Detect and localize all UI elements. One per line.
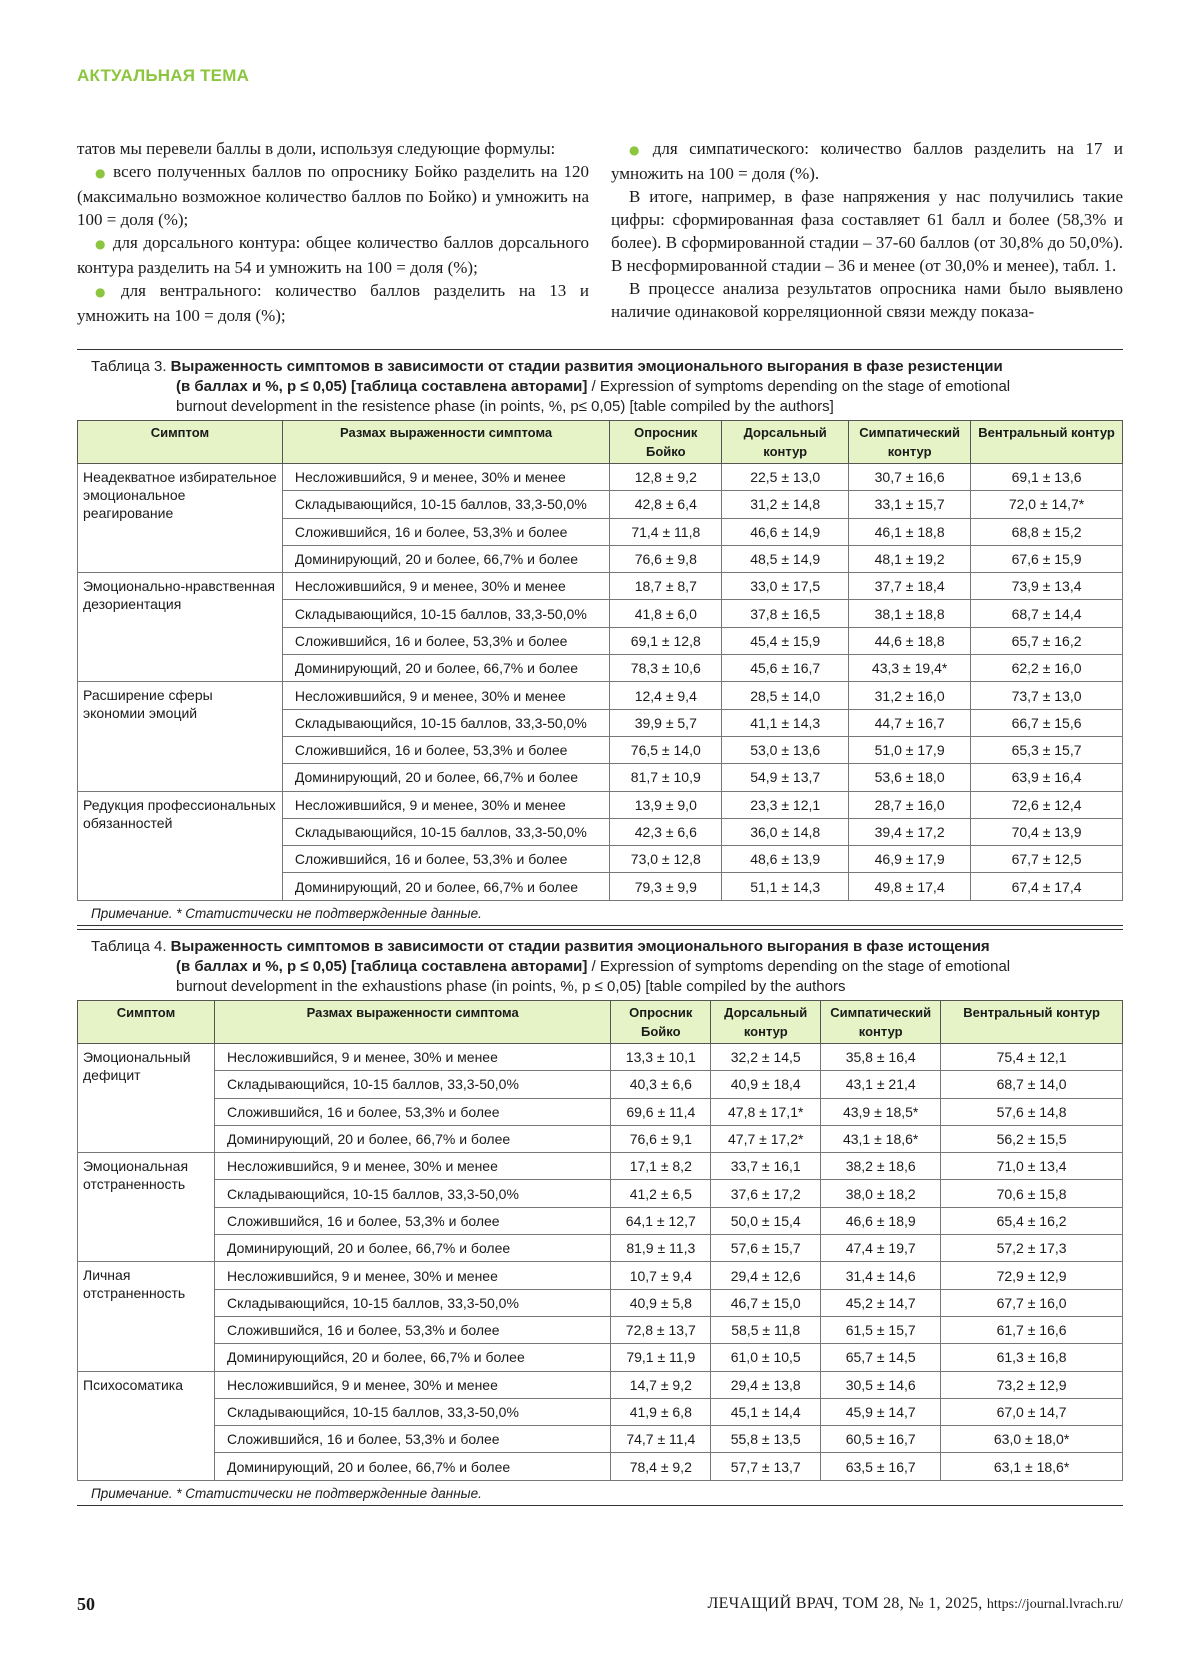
table-row bbox=[78, 1262, 1123, 1289]
table-row bbox=[78, 1044, 1123, 1071]
paragraph-text: В процессе анализа результатов опросника нами было выявлено наличие одинаковой корреляционной связи между показа- bbox=[611, 279, 1123, 321]
value-cell: 50,0 ± 15,4 bbox=[711, 1207, 821, 1234]
value-cell: 72,0 ± 14,7* bbox=[971, 491, 1123, 518]
value-cell: 60,5 ± 16,7 bbox=[821, 1426, 941, 1453]
paragraph-text: всего полученных баллов по опроснику Бойко разделить на 120 (максимально возможное количество баллов по Бойко) и умножить на 100 = доля (%); bbox=[77, 162, 589, 229]
bullet-dot-icon: ● bbox=[95, 237, 107, 251]
page-number: 50 bbox=[77, 1594, 95, 1614]
bullet-dot-icon: ● bbox=[629, 143, 647, 157]
column-header: Симпатический контур bbox=[849, 421, 971, 464]
range-cell: Несложившийся, 9 и менее, 30% и менее bbox=[282, 791, 610, 818]
range-cell: Доминирующийся, 20 и более, 66,7% и более bbox=[214, 1344, 610, 1371]
table-row bbox=[78, 1371, 1123, 1398]
journal-reference bbox=[708, 1595, 1123, 1613]
range-cell: Сложившийся, 16 и более, 53,3% и более bbox=[282, 846, 610, 873]
table-3-caption bbox=[77, 350, 1123, 420]
paragraph-text: татов мы перевели баллы в доли, используя следующие формулы: bbox=[77, 139, 556, 158]
table-row bbox=[78, 1098, 1123, 1125]
value-cell: 39,4 ± 17,2 bbox=[849, 818, 971, 845]
paragraph-text: В итоге, например, в фазе напряжения у нас получились такие цифры: сформированная фаза составляет 61 балл и более (58,3% и более). В сформированной стадии – 37-60 баллов (от 30,8% до 50,0%). В несформированной стадии – 36 и менее (от 30,0% и менее), табл. 1. bbox=[611, 187, 1123, 275]
value-cell: 81,9 ± 11,3 bbox=[611, 1235, 711, 1262]
value-cell: 45,4 ± 15,9 bbox=[722, 627, 849, 654]
table-row bbox=[78, 1289, 1123, 1316]
range-cell: Сложившийся, 16 и более, 53,3% и более bbox=[214, 1426, 610, 1453]
value-cell: 67,4 ± 17,4 bbox=[971, 873, 1123, 900]
range-cell: Складывающийся, 10-15 баллов, 33,3-50,0% bbox=[214, 1071, 610, 1098]
paragraph-text: для симпатического: количество баллов разделить на 17 и умножить на 100 = доля (%). bbox=[611, 139, 1123, 183]
value-cell: 79,1 ± 11,9 bbox=[611, 1344, 711, 1371]
value-cell: 69,6 ± 11,4 bbox=[611, 1098, 711, 1125]
value-cell: 70,4 ± 13,9 bbox=[971, 818, 1123, 845]
caption-prefix: Таблица 3. bbox=[91, 358, 171, 375]
value-cell: 41,1 ± 14,3 bbox=[722, 709, 849, 736]
range-cell: Несложившийся, 9 и менее, 30% и менее bbox=[282, 573, 610, 600]
value-cell: 28,5 ± 14,0 bbox=[722, 682, 849, 709]
caption-title-cont: (в баллах и %, p ≤ 0,05) [таблица составлена авторами] bbox=[176, 958, 588, 975]
value-cell: 35,8 ± 16,4 bbox=[821, 1044, 941, 1071]
range-cell: Доминирующий, 20 и более, 66,7% и более bbox=[214, 1125, 610, 1152]
value-cell: 43,3 ± 19,4* bbox=[849, 655, 971, 682]
range-cell: Доминирующий, 20 и более, 66,7% и более bbox=[282, 655, 610, 682]
value-cell: 33,7 ± 16,1 bbox=[711, 1153, 821, 1180]
value-cell: 53,0 ± 13,6 bbox=[722, 736, 849, 763]
value-cell: 73,0 ± 12,8 bbox=[610, 846, 722, 873]
value-cell: 38,1 ± 18,8 bbox=[849, 600, 971, 627]
value-cell: 48,5 ± 14,9 bbox=[722, 545, 849, 572]
value-cell: 46,9 ± 17,9 bbox=[849, 846, 971, 873]
caption-english-cont: burnout development in the resistence phase (in points, %, p≤ 0,05) [table compiled by the authors] bbox=[176, 398, 834, 415]
value-cell: 78,3 ± 10,6 bbox=[610, 655, 722, 682]
column-header: Симпатический контур bbox=[821, 1001, 941, 1044]
value-cell: 45,6 ± 16,7 bbox=[722, 655, 849, 682]
value-cell: 45,2 ± 14,7 bbox=[821, 1289, 941, 1316]
range-cell: Несложившийся, 9 и менее, 30% и менее bbox=[214, 1262, 610, 1289]
value-cell: 66,7 ± 15,6 bbox=[971, 709, 1123, 736]
value-cell: 28,7 ± 16,0 bbox=[849, 791, 971, 818]
value-cell: 31,4 ± 14,6 bbox=[821, 1262, 941, 1289]
value-cell: 38,2 ± 18,6 bbox=[821, 1153, 941, 1180]
range-cell: Складывающийся, 10-15 баллов, 33,3-50,0% bbox=[282, 491, 610, 518]
value-cell: 10,7 ± 9,4 bbox=[611, 1262, 711, 1289]
value-cell: 17,1 ± 8,2 bbox=[611, 1153, 711, 1180]
value-cell: 61,0 ± 10,5 bbox=[711, 1344, 821, 1371]
caption-title: Выраженность симптомов в зависимости от стадии развития эмоционального выгорания в фазе резистенции bbox=[170, 358, 1003, 375]
value-cell: 64,1 ± 12,7 bbox=[611, 1207, 711, 1234]
value-cell: 12,4 ± 9,4 bbox=[610, 682, 722, 709]
value-cell: 37,7 ± 18,4 bbox=[849, 573, 971, 600]
table-4-grid bbox=[77, 1000, 1123, 1481]
value-cell: 58,5 ± 11,8 bbox=[711, 1316, 821, 1343]
value-cell: 46,6 ± 18,9 bbox=[821, 1207, 941, 1234]
table-3 bbox=[77, 349, 1123, 926]
value-cell: 22,5 ± 13,0 bbox=[722, 464, 849, 491]
value-cell: 71,0 ± 13,4 bbox=[941, 1153, 1123, 1180]
value-cell: 72,6 ± 12,4 bbox=[971, 791, 1123, 818]
value-cell: 61,5 ± 15,7 bbox=[821, 1316, 941, 1343]
range-cell: Сложившийся, 16 и более, 53,3% и более bbox=[282, 627, 610, 654]
table-row bbox=[78, 1153, 1123, 1180]
column-header: Размах выраженности симптома bbox=[282, 421, 610, 464]
symptom-cell: Редукция профессиональных обязанностей bbox=[78, 791, 283, 900]
value-cell: 30,7 ± 16,6 bbox=[849, 464, 971, 491]
value-cell: 54,9 ± 13,7 bbox=[722, 764, 849, 791]
range-cell: Складывающийся, 10-15 баллов, 33,3-50,0% bbox=[214, 1398, 610, 1425]
table-row bbox=[78, 1426, 1123, 1453]
value-cell: 45,9 ± 14,7 bbox=[821, 1398, 941, 1425]
value-cell: 63,9 ± 16,4 bbox=[971, 764, 1123, 791]
range-cell: Несложившийся, 9 и менее, 30% и менее bbox=[214, 1153, 610, 1180]
page-footer bbox=[77, 1594, 1123, 1618]
caption-english-cont: burnout development in the exhaustions phase (in points, %, p ≤ 0,05) [table compiled by the authors bbox=[176, 978, 846, 995]
value-cell: 47,8 ± 17,1* bbox=[711, 1098, 821, 1125]
column-header: Дорсальный контур bbox=[722, 421, 849, 464]
paragraph bbox=[611, 277, 1123, 323]
symptom-cell: Эмоциональная отстраненность bbox=[78, 1153, 215, 1262]
range-cell: Доминирующий, 20 и более, 66,7% и более bbox=[282, 545, 610, 572]
bullet-dot-icon: ● bbox=[95, 285, 115, 299]
value-cell: 67,7 ± 12,5 bbox=[971, 846, 1123, 873]
value-cell: 51,0 ± 17,9 bbox=[849, 736, 971, 763]
symptom-cell: Неадекватное избирательное эмоциональное реагирование bbox=[78, 464, 283, 573]
value-cell: 68,8 ± 15,2 bbox=[971, 518, 1123, 545]
caption-english: / Expression of symptoms depending on the stage of emotional bbox=[587, 958, 1011, 975]
range-cell: Сложившийся, 16 и более, 53,3% и более bbox=[214, 1316, 610, 1343]
value-cell: 43,1 ± 21,4 bbox=[821, 1071, 941, 1098]
table-row bbox=[78, 573, 1123, 600]
range-cell: Сложившийся, 16 и более, 53,3% и более bbox=[214, 1098, 610, 1125]
range-cell: Сложившийся, 16 и более, 53,3% и более bbox=[282, 736, 610, 763]
value-cell: 65,7 ± 16,2 bbox=[971, 627, 1123, 654]
value-cell: 72,8 ± 13,7 bbox=[611, 1316, 711, 1343]
value-cell: 41,8 ± 6,0 bbox=[610, 600, 722, 627]
column-header: Дорсальный контур bbox=[711, 1001, 821, 1044]
table-row bbox=[78, 1180, 1123, 1207]
column-header: Опросник Бойко bbox=[610, 421, 722, 464]
value-cell: 13,9 ± 9,0 bbox=[610, 791, 722, 818]
value-cell: 63,0 ± 18,0* bbox=[941, 1426, 1123, 1453]
value-cell: 65,7 ± 14,5 bbox=[821, 1344, 941, 1371]
value-cell: 73,2 ± 12,9 bbox=[941, 1371, 1123, 1398]
value-cell: 55,8 ± 13,5 bbox=[711, 1426, 821, 1453]
right-text-column bbox=[611, 137, 1123, 323]
value-cell: 45,1 ± 14,4 bbox=[711, 1398, 821, 1425]
journal-name: ЛЕЧАЩИЙ ВРАЧ, ТОМ 28, № 1, 2025, bbox=[707, 1595, 987, 1612]
value-cell: 76,5 ± 14,0 bbox=[610, 736, 722, 763]
caption-title-cont: (в баллах и %, p ≤ 0,05) [таблица составлена авторами] bbox=[176, 378, 588, 395]
value-cell: 41,9 ± 6,8 bbox=[611, 1398, 711, 1425]
value-cell: 62,2 ± 16,0 bbox=[971, 655, 1123, 682]
range-cell: Сложившийся, 16 и более, 53,3% и более bbox=[282, 518, 610, 545]
table-4 bbox=[77, 929, 1123, 1506]
value-cell: 44,6 ± 18,8 bbox=[849, 627, 971, 654]
value-cell: 30,5 ± 14,6 bbox=[821, 1371, 941, 1398]
value-cell: 46,7 ± 15,0 bbox=[711, 1289, 821, 1316]
value-cell: 61,7 ± 16,6 bbox=[941, 1316, 1123, 1343]
table-4-caption bbox=[77, 930, 1123, 1000]
range-cell: Несложившийся, 9 и менее, 30% и менее bbox=[282, 464, 610, 491]
value-cell: 40,3 ± 6,6 bbox=[611, 1071, 711, 1098]
value-cell: 65,4 ± 16,2 bbox=[941, 1207, 1123, 1234]
value-cell: 31,2 ± 16,0 bbox=[849, 682, 971, 709]
caption-english: / Expression of symptoms depending on the stage of emotional bbox=[587, 378, 1011, 395]
value-cell: 51,1 ± 14,3 bbox=[722, 873, 849, 900]
value-cell: 73,9 ± 13,4 bbox=[971, 573, 1123, 600]
value-cell: 32,2 ± 14,5 bbox=[711, 1044, 821, 1071]
table-row bbox=[78, 1125, 1123, 1152]
value-cell: 12,8 ± 9,2 bbox=[610, 464, 722, 491]
value-cell: 57,6 ± 14,8 bbox=[941, 1098, 1123, 1125]
table-4-note: Примечание. * Статистически не подтвержденные данные. bbox=[77, 1481, 1123, 1506]
value-cell: 56,2 ± 15,5 bbox=[941, 1125, 1123, 1152]
range-cell: Складывающийся, 10-15 баллов, 33,3-50,0% bbox=[282, 709, 610, 736]
paragraph-text: для дорсального контура: общее количество баллов дорсального контура разделить на 54 и умножить на 100 = доля (%); bbox=[77, 233, 589, 277]
range-cell: Доминирующий, 20 и более, 66,7% и более bbox=[282, 873, 610, 900]
table-row bbox=[78, 1235, 1123, 1262]
symptom-cell: Психосоматика bbox=[78, 1371, 215, 1480]
value-cell: 68,7 ± 14,4 bbox=[971, 600, 1123, 627]
value-cell: 47,7 ± 17,2* bbox=[711, 1125, 821, 1152]
value-cell: 33,0 ± 17,5 bbox=[722, 573, 849, 600]
value-cell: 49,8 ± 17,4 bbox=[849, 873, 971, 900]
value-cell: 14,7 ± 9,2 bbox=[611, 1371, 711, 1398]
symptom-cell: Эмоциональный дефицит bbox=[78, 1044, 215, 1153]
value-cell: 42,8 ± 6,4 bbox=[610, 491, 722, 518]
value-cell: 67,0 ± 14,7 bbox=[941, 1398, 1123, 1425]
caption-prefix: Таблица 4. bbox=[91, 938, 171, 955]
value-cell: 69,1 ± 12,8 bbox=[610, 627, 722, 654]
value-cell: 29,4 ± 12,6 bbox=[711, 1262, 821, 1289]
left-text-column bbox=[77, 137, 589, 327]
range-cell: Складывающийся, 10-15 баллов, 33,3-50,0% bbox=[282, 818, 610, 845]
table-row bbox=[78, 1071, 1123, 1098]
value-cell: 57,6 ± 15,7 bbox=[711, 1235, 821, 1262]
value-cell: 46,6 ± 14,9 bbox=[722, 518, 849, 545]
bullet-paragraph bbox=[611, 137, 1123, 185]
value-cell: 72,9 ± 12,9 bbox=[941, 1262, 1123, 1289]
bullet-paragraph bbox=[77, 231, 589, 279]
column-header: Вентральный контур bbox=[941, 1001, 1123, 1044]
value-cell: 47,4 ± 19,7 bbox=[821, 1235, 941, 1262]
value-cell: 36,0 ± 14,8 bbox=[722, 818, 849, 845]
range-cell: Несложившийся, 9 и менее, 30% и менее bbox=[214, 1044, 610, 1071]
value-cell: 68,7 ± 14,0 bbox=[941, 1071, 1123, 1098]
value-cell: 57,2 ± 17,3 bbox=[941, 1235, 1123, 1262]
value-cell: 23,3 ± 12,1 bbox=[722, 791, 849, 818]
value-cell: 71,4 ± 11,8 bbox=[610, 518, 722, 545]
column-header: Симптом bbox=[78, 1001, 215, 1044]
value-cell: 44,7 ± 16,7 bbox=[849, 709, 971, 736]
range-cell: Доминирующий, 20 и более, 66,7% и более bbox=[282, 764, 610, 791]
value-cell: 41,2 ± 6,5 bbox=[611, 1180, 711, 1207]
caption-title: Выраженность симптомов в зависимости от стадии развития эмоционального выгорания в фазе истощения bbox=[170, 938, 990, 955]
bullet-dot-icon: ● bbox=[95, 166, 108, 180]
value-cell: 48,1 ± 19,2 bbox=[849, 545, 971, 572]
paragraph bbox=[611, 185, 1123, 277]
section-label: АКТУАЛЬНАЯ ТЕМА bbox=[77, 66, 250, 85]
value-cell: 69,1 ± 13,6 bbox=[971, 464, 1123, 491]
value-cell: 39,9 ± 5,7 bbox=[610, 709, 722, 736]
value-cell: 63,5 ± 16,7 bbox=[821, 1453, 941, 1480]
value-cell: 42,3 ± 6,6 bbox=[610, 818, 722, 845]
value-cell: 29,4 ± 13,8 bbox=[711, 1371, 821, 1398]
range-cell: Доминирующий, 20 и более, 66,7% и более bbox=[214, 1453, 610, 1480]
table-row bbox=[78, 1344, 1123, 1371]
table-row bbox=[78, 464, 1123, 491]
bullet-paragraph bbox=[77, 279, 589, 327]
value-cell: 18,7 ± 8,7 bbox=[610, 573, 722, 600]
caption-line-2 bbox=[91, 957, 1123, 977]
value-cell: 33,1 ± 15,7 bbox=[849, 491, 971, 518]
value-cell: 73,7 ± 13,0 bbox=[971, 682, 1123, 709]
value-cell: 76,6 ± 9,1 bbox=[611, 1125, 711, 1152]
range-cell: Несложившийся, 9 и менее, 30% и менее bbox=[282, 682, 610, 709]
value-cell: 46,1 ± 18,8 bbox=[849, 518, 971, 545]
table-3-grid bbox=[77, 420, 1123, 901]
symptom-cell: Эмоционально-нравственная дезориентация bbox=[78, 573, 283, 682]
table-row bbox=[78, 1398, 1123, 1425]
value-cell: 67,6 ± 15,9 bbox=[971, 545, 1123, 572]
value-cell: 70,6 ± 15,8 bbox=[941, 1180, 1123, 1207]
value-cell: 63,1 ± 18,6* bbox=[941, 1453, 1123, 1480]
value-cell: 76,6 ± 9,8 bbox=[610, 545, 722, 572]
range-cell: Складывающийся, 10-15 баллов, 33,3-50,0% bbox=[282, 600, 610, 627]
paragraph bbox=[77, 137, 589, 160]
table-3-note: Примечание. * Статистически не подтвержденные данные. bbox=[77, 901, 1123, 926]
value-cell: 38,0 ± 18,2 bbox=[821, 1180, 941, 1207]
table-row bbox=[78, 1207, 1123, 1234]
value-cell: 74,7 ± 11,4 bbox=[611, 1426, 711, 1453]
value-cell: 65,3 ± 15,7 bbox=[971, 736, 1123, 763]
column-header: Вентральный контур bbox=[971, 421, 1123, 464]
value-cell: 79,3 ± 9,9 bbox=[610, 873, 722, 900]
range-cell: Сложившийся, 16 и более, 53,3% и более bbox=[214, 1207, 610, 1234]
table-row bbox=[78, 1316, 1123, 1343]
column-header: Размах выраженности симптома bbox=[214, 1001, 610, 1044]
value-cell: 81,7 ± 10,9 bbox=[610, 764, 722, 791]
value-cell: 43,1 ± 18,6* bbox=[821, 1125, 941, 1152]
symptom-cell: Личная отстраненность bbox=[78, 1262, 215, 1371]
value-cell: 37,8 ± 16,5 bbox=[722, 600, 849, 627]
table-row bbox=[78, 1453, 1123, 1480]
value-cell: 31,2 ± 14,8 bbox=[722, 491, 849, 518]
value-cell: 37,6 ± 17,2 bbox=[711, 1180, 821, 1207]
value-cell: 67,7 ± 16,0 bbox=[941, 1289, 1123, 1316]
column-header: Опросник Бойко bbox=[611, 1001, 711, 1044]
value-cell: 75,4 ± 12,1 bbox=[941, 1044, 1123, 1071]
value-cell: 78,4 ± 9,2 bbox=[611, 1453, 711, 1480]
caption-line-2 bbox=[91, 377, 1123, 397]
range-cell: Несложившийся, 9 и менее, 30% и менее bbox=[214, 1371, 610, 1398]
value-cell: 43,9 ± 18,5* bbox=[821, 1098, 941, 1125]
range-cell: Складывающийся, 10-15 баллов, 33,3-50,0% bbox=[214, 1180, 610, 1207]
value-cell: 61,3 ± 16,8 bbox=[941, 1344, 1123, 1371]
column-header: Симптом bbox=[78, 421, 283, 464]
journal-url: https://journal.lvrach.ru/ bbox=[986, 1597, 1123, 1612]
table-row bbox=[78, 682, 1123, 709]
range-cell: Доминирующий, 20 и более, 66,7% и более bbox=[214, 1235, 610, 1262]
range-cell: Складывающийся, 10-15 баллов, 33,3-50,0% bbox=[214, 1289, 610, 1316]
symptom-cell: Расширение сферы экономии эмоций bbox=[78, 682, 283, 791]
value-cell: 57,7 ± 13,7 bbox=[711, 1453, 821, 1480]
table-row bbox=[78, 791, 1123, 818]
value-cell: 13,3 ± 10,1 bbox=[611, 1044, 711, 1071]
value-cell: 40,9 ± 5,8 bbox=[611, 1289, 711, 1316]
value-cell: 48,6 ± 13,9 bbox=[722, 846, 849, 873]
paragraph-text: для вентрального: количество баллов разделить на 13 и умножить на 100 = доля (%); bbox=[77, 281, 589, 325]
bullet-paragraph bbox=[77, 160, 589, 231]
value-cell: 53,6 ± 18,0 bbox=[849, 764, 971, 791]
value-cell: 40,9 ± 18,4 bbox=[711, 1071, 821, 1098]
